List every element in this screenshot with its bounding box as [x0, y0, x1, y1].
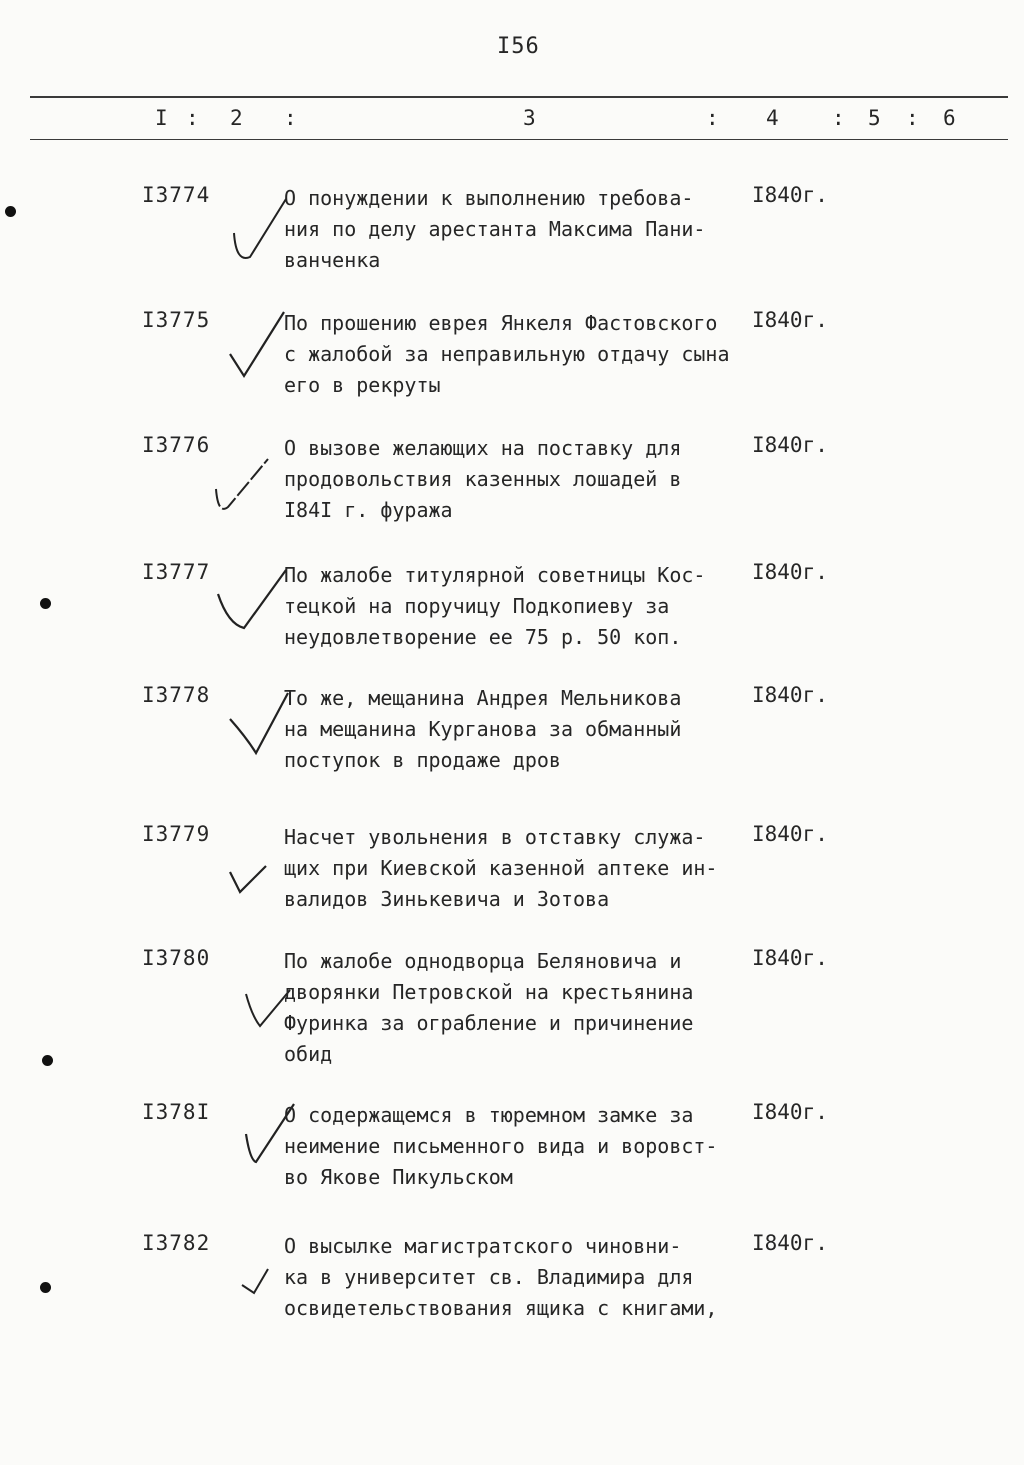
entry-year: I840г. [752, 1231, 828, 1255]
binding-hole-dot [5, 206, 16, 217]
entry-description: О содержащемся в тюремном замке за неимение письменного вида и воровст- во Якове Пикульском [284, 1103, 718, 1189]
column-separator: : [706, 106, 719, 130]
binding-hole-dot [42, 1055, 53, 1066]
entry-year: I840г. [752, 946, 828, 970]
entry-description: О вызове желающих на поставку для продовольствия казенных лошадей в I84I г. фуража [284, 436, 682, 522]
entry-number: I3779 [142, 822, 211, 846]
entry-number: I3778 [142, 683, 211, 707]
entry-year: I840г. [752, 560, 828, 584]
entry-year: I840г. [752, 308, 828, 332]
entry-year: I840г. [752, 822, 828, 846]
column-separator: : [906, 106, 919, 130]
column-header-2: 2 [230, 106, 243, 130]
entry-description: О высылке магистратского чиновни- ка в университет св. Владимира для освидетельствования ящика с книгами, [284, 1234, 718, 1320]
entry-number: I3775 [142, 308, 211, 332]
entry-number: I3780 [142, 946, 211, 970]
column-separator: : [186, 106, 199, 130]
entry-number: I378I [142, 1100, 211, 1124]
entry-number: I3776 [142, 433, 211, 457]
column-header-5: 5 [868, 106, 881, 130]
column-separator: : [832, 106, 845, 130]
entry-year: I840г. [752, 183, 828, 207]
checkmark-icon [210, 453, 290, 533]
entry-number: I3782 [142, 1231, 211, 1255]
column-header-4: 4 [766, 106, 779, 130]
entry-description: То же, мещанина Андрея Мельникова на мещанина Курганова за обманный поступок в продаже дров [284, 686, 682, 772]
column-header-3: 3 [523, 106, 536, 130]
binding-hole-dot [40, 598, 51, 609]
entry-year: I840г. [752, 1100, 828, 1124]
entry-year: I840г. [752, 683, 828, 707]
entry-number: I3777 [142, 560, 211, 584]
entry-description: По жалобе титулярной советницы Кос- тецкой на поручицу Подкопиеву за неудовлетворение ее 75 р. 50 коп. [284, 563, 706, 649]
entry-description: О понуждении к выполнению требова- ния по делу арестанта Максима Пани- ванченка [284, 186, 706, 272]
entry-year: I840г. [752, 433, 828, 457]
header-rule-top [30, 96, 1008, 98]
entry-number: I3774 [142, 183, 211, 207]
entry-description: По прошению еврея Янкеля Фастовского с жалобой за неправильную отдачу сына его в рекруты [284, 311, 730, 397]
checkmark-icon [214, 564, 294, 644]
entry-description: Насчет увольнения в отставку служа- щих при Киевской казенной аптеке ин- валидов Зинькевича и Зотова [284, 825, 718, 911]
entry-description: По жалобе однодворца Беляновича и дворянки Петровской на крестьянина Фуринка за ограбление и причинение обид [284, 949, 694, 1066]
header-rule-bottom [30, 139, 1008, 140]
column-header-1: I [155, 106, 168, 130]
column-header-6: 6 [943, 106, 956, 130]
page-number: I56 [497, 34, 540, 59]
binding-hole-dot [40, 1282, 51, 1293]
column-separator: : [284, 106, 297, 130]
